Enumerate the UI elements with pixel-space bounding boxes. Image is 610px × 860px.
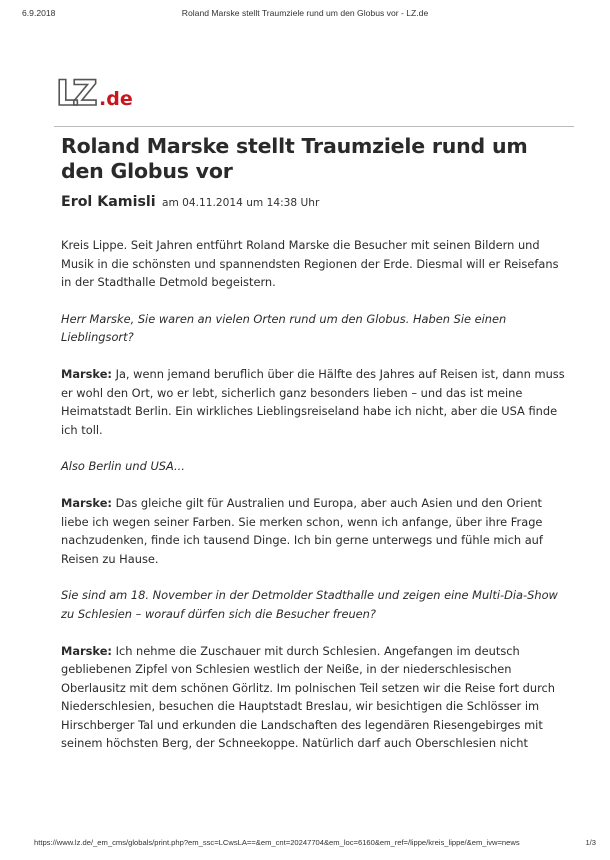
- speaker-label: Marske:: [61, 366, 112, 381]
- answer-text: Das gleiche gilt für Australien und Europa, aber auch Asien und den Orient liebe ich wegen seiner Farben. Sie merken schon, wenn ich anfange, über ihre Frage nachzudenken, finde ich tausend Dinge. Ich bin gerne unterwegs und fühle mich auf Reisen zu Hause.: [61, 495, 543, 566]
- print-date: 6.9.2018: [22, 8, 56, 18]
- print-footer: [0, 838, 610, 850]
- byline: [61, 194, 566, 210]
- article-headline: Roland Marske stellt Traumziele rund um den Globus vor: [61, 134, 528, 183]
- author-name: Erol Kamisli: [61, 194, 156, 210]
- article: [61, 134, 566, 753]
- answer-text: Ja, wenn jemand beruflich über die Hälfte des Jahres auf Reisen ist, dann muss er wohl den Ort, wo er lebt, sicherlich ganz besonders lieben – und das ist meine Heimatstadt Berlin. Ein wirkliches Lieblingsreiseland habe ich nicht, aber die USA finde ich toll.: [61, 366, 565, 437]
- interview-answer: [61, 365, 566, 439]
- interview-answer: [61, 494, 566, 568]
- interview-answer: [61, 642, 566, 754]
- interview-question: Herr Marske, Sie waren an vielen Orten rund um den Globus. Haben Sie einen Lieblingsort?: [61, 311, 507, 345]
- logo-letters: LZ: [56, 74, 92, 110]
- intro-paragraph: Kreis Lippe. Seit Jahren entführt Roland Marske die Besucher mit seinen Bildern und Musik in die schönsten und spannendsten Regionen der Erde. Diesmal will er Reisefans in der Stadthalle Detmold begeistern.: [61, 238, 559, 290]
- answer-text: Ich nehme die Zuschauer mit durch Schlesien. Angefangen im deutsch gebliebenen Zipfel von Schlesien westlich der Neiße, in der niederschlesischen Oberlausitz mit dem schönen Görlitz. Im polnischen Teil setzen wir die Reise fort durch Niederschlesien, besuchen die Hauptstadt Breslau, wir besichtigen die Schlösser im Hirschberger Tal und erkunden die Landschaften des legendären Riesengebirges mit seinem höchsten Berg, der Schneekoppe. Natürlich darf auch Oberschlesien nicht: [61, 643, 556, 751]
- print-url: https://www.lz.de/_em_cms/globals/print.php?em_ssc=LCwsLA==&em_cnt=20247704&em_loc=6160&em_ref=/lippe/kreis_lippe/&em_ivw=news: [34, 838, 520, 847]
- speaker-label: Marske:: [61, 495, 112, 510]
- interview-question: Sie sind am 18. November in der Detmolder Stadthalle und zeigen eine Multi-Dia-Show zu Schlesien – worauf dürfen sich die Besucher freuen?: [61, 588, 558, 621]
- logo-suffix: .de: [99, 88, 133, 110]
- lz-logo[interactable]: [54, 74, 146, 110]
- interview-question: Also Berlin und USA...: [61, 459, 185, 474]
- print-header: [0, 8, 610, 22]
- print-page-title: Roland Marske stellt Traumziele rund um den Globus vor - LZ.de: [181, 8, 429, 18]
- speaker-label: Marske:: [61, 643, 112, 658]
- publish-date: am 04.11.2014 um 14:38 Uhr: [162, 197, 320, 209]
- page-number: 1/3: [585, 838, 596, 847]
- header-divider: [54, 126, 574, 127]
